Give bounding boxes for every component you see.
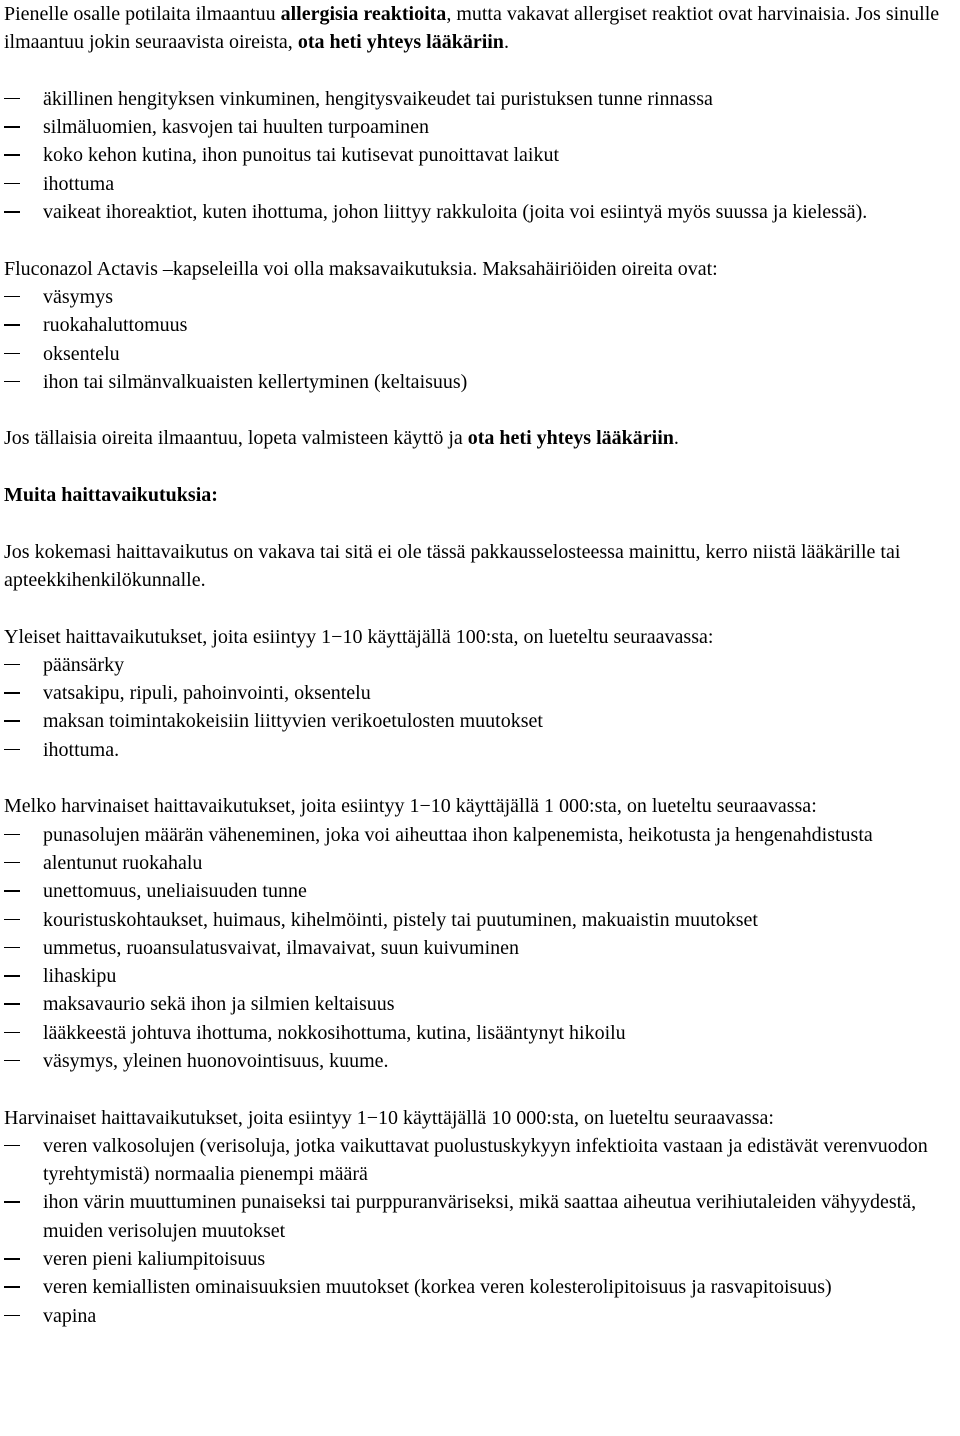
list-item [4,198,956,226]
uncommon-effects-list [4,821,956,1076]
list-item [4,340,956,368]
list-item [4,990,956,1018]
list-item-text: veren pieni kaliumpitoisuus [43,1248,266,1271]
list-item-text: ihottuma. [43,738,120,761]
spacer [4,594,956,622]
list-item [4,1019,956,1047]
list-item [4,934,956,962]
spacer [4,509,956,537]
uncommon-intro: Melko harvinaiset haittavaikutukset, joita esiintyy 1−10 käyttäjällä 1 000:sta, on lueteltu seuraavassa: [4,795,817,818]
liver-symptom-list [4,283,956,396]
liver-outro-end: . [673,427,679,450]
list-item [4,170,956,198]
intro-text-3: . [503,31,509,54]
spacer [4,1075,956,1103]
list-item [4,821,956,849]
list-item-text: oksentelu [43,342,120,365]
rare-intro: Harvinaiset haittavaikutukset, joita esiintyy 1−10 käyttäjällä 10 000:sta, on lueteltu seuraavassa: [4,1106,774,1129]
list-item-text: koko kehon kutina, ihon punoitus tai kutisevat punoittavat laikut [43,144,560,167]
spacer [4,57,956,85]
list-item-text: väsymys, yleinen huonovointisuus, kuume. [43,1049,389,1072]
spacer [4,764,956,792]
report-paragraph: Jos kokemasi haittavaikutus on vakava tai sitä ei ole tässä pakkausselosteessa mainittu, kerro niistä lääkärille tai apteekkihenkilökunnalle. [4,540,901,591]
section-heading-text: Muita haittavaikutuksia: [4,484,218,507]
list-item-text: veren kemiallisten ominaisuuksien muutokset (korkea veren kolesterolipitoisuus ja rasvapitoisuus) [43,1276,832,1299]
list-item-text: maksan toimintakokeisiin liittyvien verikoetulosten muutokset [43,710,543,733]
list-item [4,962,956,990]
intro-paragraph [4,0,956,57]
list-item-text: ihon tai silmänvalkuaisten kellertyminen (keltaisuus) [43,370,468,393]
list-item [4,311,956,339]
list-item-text: silmäluomien, kasvojen tai huulten turpoaminen [43,116,430,139]
common-intro: Yleiset haittavaikutukset, joita esiintyy 1−10 käyttäjällä 100:sta, on lueteltu seuraavassa: [4,625,714,648]
intro-bold-allergic: allergisia reaktioita [280,3,447,25]
list-item-text: ihottuma [43,172,115,195]
liver-outro [4,424,956,452]
list-item-text: vatsakipu, ripuli, pahoinvointi, oksentelu [43,682,371,705]
list-item-text: punasolujen määrän väheneminen, joka voi aiheuttaa ihon kalpenemista, heikotusta ja hengenahdistusta [43,823,873,846]
list-item-text: äkillinen hengityksen vinkuminen, hengitysvaikeudet tai puristuksen tunne rinnassa [43,87,713,110]
intro-text-1: Pienelle osalle potilaita ilmaantuu [4,3,281,25]
list-item-text: päänsärky [43,653,125,676]
list-item-text: alentunut ruokahalu [43,851,203,874]
list-item [4,85,956,113]
rare-effects-list [4,1132,956,1330]
list-item-text: lihaskipu [43,965,117,988]
list-item-text: veren valkosolujen (verisoluja, jotka vaikuttavat puolustuskykyyn infektioita vastaan ja edistävät verenvuodon tyrehtymistä) normaalia pienempi määrä [43,1134,928,1186]
list-item-text: vapina [43,1304,97,1327]
spacer [4,396,956,424]
list-item-text: ummetus, ruoansulatusvaivat, ilmavaivat, suun kuivuminen [43,936,520,959]
list-item-text: lääkkeestä johtuva ihottuma, nokkosihottuma, kutina, lisääntynyt hikoilu [43,1021,626,1044]
list-item [4,1132,956,1189]
list-item [4,1188,956,1245]
allergy-symptom-list [4,85,956,226]
list-item [4,736,956,764]
list-item-text: ihon värin muuttuminen punaiseksi tai purppuranväriseksi, mikä saattaa aiheutua verihiutaleiden vähyydestä, muiden verisolujen muutokset [43,1191,917,1242]
section-heading [4,481,956,509]
list-item-text: maksavaurio sekä ihon ja silmien keltaisuus [43,993,395,1016]
liver-outro-text: Jos tällaisia oireita ilmaantuu, lopeta valmisteen käyttö ja [4,427,468,450]
list-item [4,679,956,707]
list-item [4,849,956,877]
list-item-text: unettomuus, uneliaisuuden tunne [43,880,307,903]
spacer [4,226,956,254]
common-effects-list [4,651,956,764]
list-item-text: kouristuskohtaukset, huimaus, kihelmöinti, pistely tai puutuminen, makuaistin muutokset [43,908,758,931]
list-item [4,651,956,679]
list-item [4,368,956,396]
list-item [4,283,956,311]
list-item [4,1273,956,1301]
list-item [4,1047,956,1075]
liver-outro-bold: ota heti yhteys lääkäriin [467,427,674,450]
list-item-text: väsymys [43,285,113,308]
intro-text-2: , mutta vakavat allergiset reaktiot ovat harvinaisia. Jos sinulle ilmaantuu jokin seuraavista oireista, [4,3,940,54]
list-item [4,1245,956,1273]
spacer [4,453,956,481]
list-item [4,877,956,905]
list-item [4,906,956,934]
list-item [4,1302,956,1330]
intro-bold-contact: ota heti yhteys lääkäriin [297,31,504,54]
list-item [4,113,956,141]
list-item [4,141,956,169]
list-item [4,707,956,735]
list-item-text: vaikeat ihoreaktiot, kuten ihottuma, johon liittyy rakkuloita (joita voi esiintyä myös suussa ja kielessä). [43,201,868,224]
list-item-text: ruokahaluttomuus [43,314,188,337]
liver-intro: Fluconazol Actavis –kapseleilla voi olla maksavaikutuksia. Maksahäiriöiden oireita ovat: [4,257,718,280]
